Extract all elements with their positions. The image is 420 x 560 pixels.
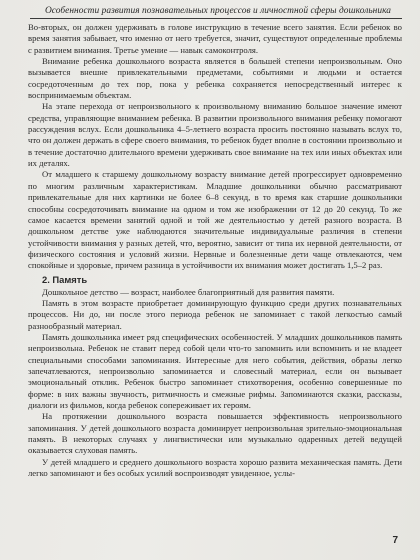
running-head: Особенности развития познавательных процессов и личностной сферы дошкольника	[44, 6, 392, 16]
header-rule	[30, 18, 402, 19]
page-number: 7	[392, 535, 398, 546]
paragraph: Дошкольное детство — возраст, наиболее благоприятный для развития памяти.	[42, 286, 335, 297]
paragraph: Во-вторых, он должен удерживать в голове инструкцию в течение всего занятия. Если ребенок во время занятия забывает, что именно от него требуется, значит, существуют определенные проблемы с развитием внимания. Третье умение — навык самоконтроля.	[28, 22, 402, 55]
paragraph: У детей младшего и среднего дошкольного возраста хорошо развита механическая память. Дети легко запоминают и без особых усилий воспроизводят увиденное, услы-	[28, 456, 402, 479]
paragraph: На этапе перехода от непроизвольного к произвольному вниманию большое значение имеют средства, управляющие вниманием ребенка. В развитии произвольного внимания ребенку помогают рассуждения вслух. Если дошкольника 4–5-летнего возраста просить постоянно называть вслух то, что он должен держать в сфере своего внимания, то ребенок будет вполне в состоянии произвольно и в течение достаточно длительного времени удерживать свое внимание на тех или иных объектах или их деталях.	[28, 101, 402, 169]
paragraph: Память дошкольника имеет ряд специфических особенностей. У младших дошкольников память непроизвольна. Ребенок не ставит перед собой цели что-то запомнить или вспомнить и не владеет специальными способами запоминания. Интересные для него события, действия, образы легко запечатлеваются, непроизвольно запоминается и словесный материал, если он вызывает эмоциональный отклик. Ребенок быстро запоминает стихотворения, особенно совершенные по форме: в них важны звучность, ритмичность и смежные рифмы. Запоминаются сказки, рассказы, диалоги из фильмов, когда ребенок сопереживает их героям.	[28, 331, 402, 410]
section-heading: 2. Память	[42, 273, 88, 285]
paragraph: Память в этом возрасте приобретает доминирующую функцию среди других познавательных процессов. Ни до, ни после этого периода ребенок не запоминает с такой легкостью самый разнообразный материал.	[28, 297, 402, 331]
paragraph: От младшего к старшему дошкольному возрасту внимание детей прогрессирует одновременно по многим различным характеристикам. Младшие дошкольники обычно рассматривают привлекательные для них картинки не более 6–8 секунд, в то время как старшие дошкольники способны сосредоточивать внимание на одном и том же изображении от 12 до 20 секунд. То же самое касается времени занятий одной и той же деятельностью у детей разного возраста. В дошкольном детстве уже наблюдаются значительные индивидуальные различия в степени устойчивости внимания у разных детей, что, вероятно, зависит от типа их нервной деятельности, от физического состояния и условий жизни. Нервные и болезненные дети чаще отвлекаются, чем спокойные и здоровые, причем разница в устойчивости их внимания может достигать 1,5–2 раз.	[28, 169, 402, 271]
paragraph: Внимание ребенка дошкольного возраста является в большей степени непроизвольным. Оно вызывается внешне привлекательными предметами, событиями и людьми и остается сосредоточенным до тех пор, пока у ребенка сохраняется непосредственный интерес к воспринимаемым объектам.	[28, 56, 402, 101]
paragraph: На протяжении дошкольного возраста повышается эффективность непроизвольного запоминания. У детей дошкольного возраста доминирует непроизвольная зрительно-эмоциональная память. В некоторых случаях у лингвистически или музыкально одаренных детей ведущей оказывается слуховая память.	[28, 411, 402, 456]
